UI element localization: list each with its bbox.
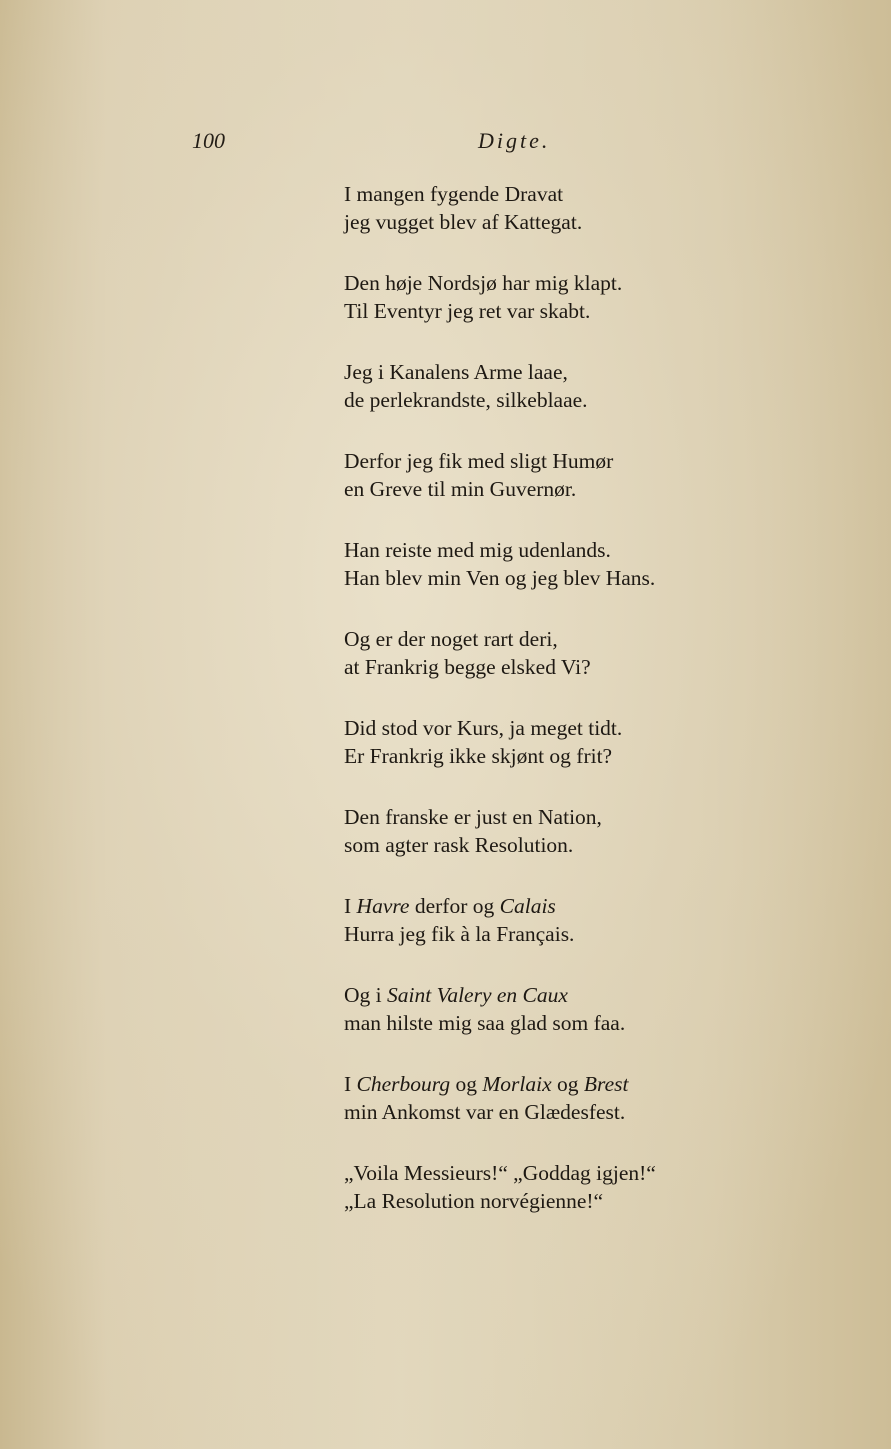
poem-body — [344, 180, 864, 1248]
page-header — [0, 128, 891, 160]
verse-line — [344, 297, 864, 325]
verse-line — [344, 1159, 864, 1187]
stanza — [344, 180, 864, 236]
verse-line — [344, 208, 864, 236]
stanza — [344, 981, 864, 1037]
verse-text: Den franske er just en Nation, — [344, 805, 602, 829]
verse-line — [344, 803, 864, 831]
verse-text: og — [551, 1072, 584, 1096]
verse-line — [344, 358, 864, 386]
verse-line — [344, 742, 864, 770]
stanza — [344, 892, 864, 948]
verse-text: I — [344, 1072, 357, 1096]
verse-line — [344, 180, 864, 208]
stanza — [344, 625, 864, 681]
verse-text: jeg vugget blev af Kattegat. — [344, 210, 583, 234]
verse-text: Og i — [344, 983, 387, 1007]
verse-line — [344, 269, 864, 297]
stanza — [344, 714, 864, 770]
verse-line — [344, 625, 864, 653]
running-title: Digte. — [478, 128, 551, 153]
verse-line — [344, 714, 864, 742]
verse-text: Derfor jeg fik med sligt Humør — [344, 449, 614, 473]
verse-line — [344, 981, 864, 1009]
verse-text: man hilste mig saa glad som faa. — [344, 1011, 626, 1035]
verse-text: at Frankrig begge elsked Vi? — [344, 655, 591, 679]
verse-text: „Voila Messieurs!“ „Goddag igjen!“ — [344, 1161, 656, 1185]
italic-place-name: Havre — [356, 894, 410, 918]
verse-text: Er Frankrig ikke skjønt og frit? — [344, 744, 613, 768]
stanza — [344, 1159, 864, 1215]
verse-text: Jeg i Kanalens Arme laae, — [344, 360, 568, 384]
stanza — [344, 803, 864, 859]
verse-line — [344, 447, 864, 475]
verse-line — [344, 386, 864, 414]
verse-text: min Ankomst var en Glædesfest. — [344, 1100, 626, 1124]
verse-line — [344, 1187, 864, 1215]
italic-place-name: Cherbourg — [356, 1072, 451, 1096]
verse-text: I mangen fygende Dravat — [344, 182, 564, 206]
verse-text: Og er der noget rart deri, — [344, 627, 558, 651]
verse-text: „La Resolution norvégienne!“ — [344, 1189, 604, 1213]
verse-line — [344, 564, 864, 592]
verse-line — [344, 920, 864, 948]
verse-line — [344, 475, 864, 503]
verse-text: en Greve til min Guvernør. — [344, 477, 577, 501]
verse-line — [344, 1009, 864, 1037]
verse-text: som agter rask Resolution. — [344, 833, 574, 857]
verse-text: I — [344, 894, 357, 918]
verse-line — [344, 653, 864, 681]
verse-line — [344, 831, 864, 859]
verse-text: og — [450, 1072, 483, 1096]
verse-line — [344, 892, 864, 920]
verse-text: Den høje Nordsjø har mig klapt. — [344, 271, 623, 295]
italic-place-name: Saint Valery en Caux — [387, 983, 568, 1007]
verse-line — [344, 1098, 864, 1126]
stanza — [344, 536, 864, 592]
stanza — [344, 447, 864, 503]
italic-place-name: Calais — [499, 894, 556, 918]
verse-text: derfor og — [409, 894, 500, 918]
verse-text: Han reiste med mig udenlands. — [344, 538, 611, 562]
stanza — [344, 269, 864, 325]
stanza — [344, 1070, 864, 1126]
verse-line — [344, 536, 864, 564]
italic-place-name: Morlaix — [482, 1072, 552, 1096]
verse-text: de perlekrandste, silkeblaae. — [344, 388, 588, 412]
verse-text: Hurra jeg fik à la Français. — [344, 922, 575, 946]
verse-line — [344, 1070, 864, 1098]
verse-text: Til Eventyr jeg ret var skabt. — [344, 299, 591, 323]
verse-text: Did stod vor Kurs, ja meget tidt. — [344, 716, 623, 740]
verse-text: Han blev min Ven og jeg blev Hans. — [344, 566, 656, 590]
italic-place-name: Brest — [583, 1072, 629, 1096]
page-number: 100 — [192, 128, 225, 153]
stanza — [344, 358, 864, 414]
